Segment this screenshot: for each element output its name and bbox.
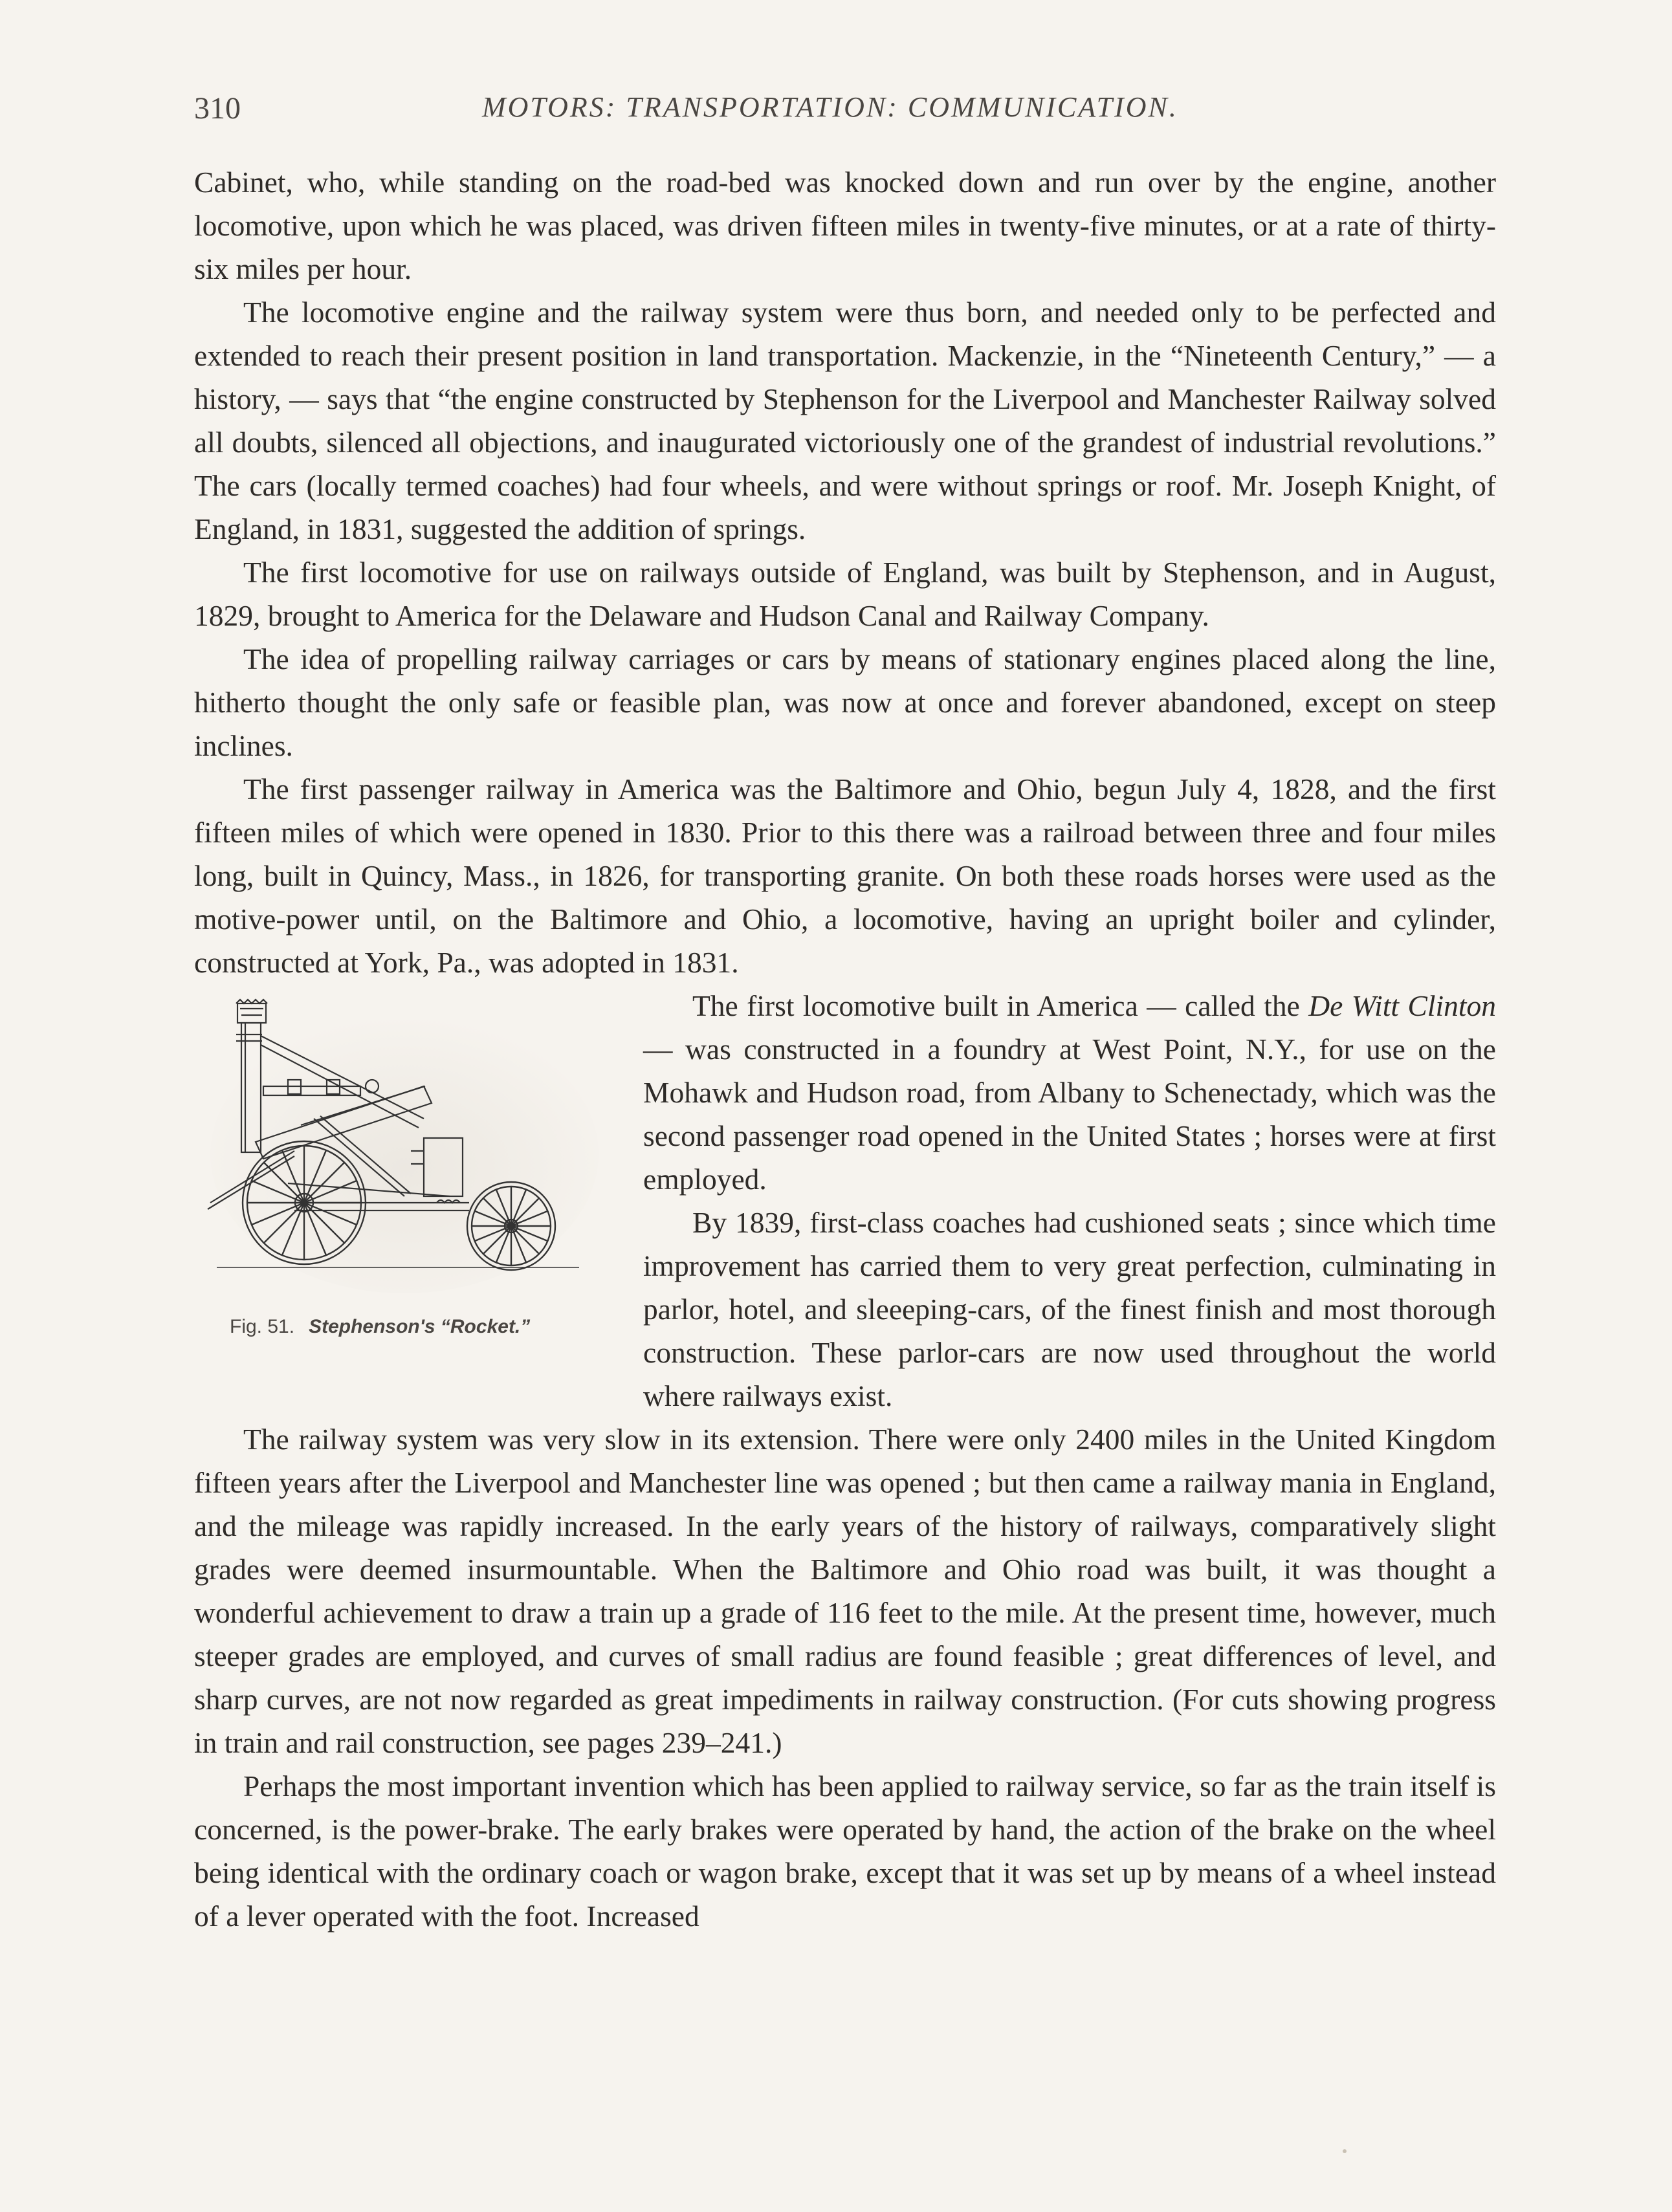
paragraph-8: The railway system was very slow in its extension. There were only 2400 miles in the United Kingdom fifteen years after the Liverpool and Manchester line was opened ; but then came a railway mania in England, and the mileage was rapidly increased. In the early years of the history of railways, comparatively slight grades were deemed insurmountable. When the Baltimore and Ohio road was built, it was thought a wonderful achievement to draw a train up a grade of 116 feet to the mile. At the present time, however, much steeper grades are employed, and curves of small radius are found feasible ; great differences of level, and sharp curves, are not now regarded as great impediments in railway construction. (For cuts showing progress in train and rail construction, see pages 239–241.)	[194, 1423, 1496, 1759]
page-number: 310	[194, 91, 241, 126]
figure-title: Stephenson's “Rocket.”	[309, 1316, 531, 1337]
paragraph-9: Perhaps the most important invention which has been applied to railway service, so far as the train itself is concerned, is the power-brake. The early brakes were operated by hand, the action of the brake on the wheel being identical with the ordinary coach or wagon brake, except that it was set up by means of a wheel instead of a lever operated with the foot. Increased	[194, 1769, 1496, 1933]
paragraph-7: By 1839, first-class coaches had cushioned seats ; since which time improvement has carried them to very great perfection, culminating in parlor, hotel, and sleeeping-cars, of the finest finish and most thorough construction. These parlor-cars are now used throughout the world where railways exist.	[643, 1206, 1496, 1412]
paragraph-5-text: The first passenger railway in America was the Baltimore and Ohio, begun July 4, 1828, and the first fifteen miles of which were opened in 1830. Prior to this there was a railroad between three and four miles long, built in Quincy, Mass., in 1826, for transporting granite. On both these roads horses were used as the motive-power until, on the Baltimore and Ohio, a locomotive, having an upright boiler and cylinder, constructed at York, Pa., was adopted in 1831.	[194, 772, 1496, 979]
page-header	[194, 91, 1495, 129]
page-speck	[1343, 2149, 1347, 2153]
figure-label: Fig. 51.	[230, 1316, 295, 1337]
paragraph-5	[194, 767, 1496, 984]
paragraph-1: Cabinet, who, while standing on the road-bed was knocked down and run over by the engine, another locomotive, upon which he was placed, was driven fifteen miles in twenty-five minutes, or at a rate of thirty-six miles per hour.	[194, 166, 1496, 285]
locomotive-name: De Witt Clinton	[1308, 989, 1496, 1022]
figure-rocket	[191, 984, 621, 1418]
paragraph-4: The idea of propelling railway carriages or cars by means of stationary engines placed along the line, hitherto thought the only safe or feasible plan, was now at once and forever abandoned, except on steep inclines.	[194, 642, 1496, 762]
paragraph-6-before: The first locomotive built in America — called the	[692, 989, 1309, 1022]
running-head: MOTORS: TRANSPORTATION: COMMUNICATION.	[482, 91, 1178, 123]
body-text	[194, 160, 1496, 1938]
figure-caption	[230, 1305, 530, 1348]
paragraph-6-after: — was constructed in a foundry at West Point, N.Y., for use on the Mohawk and Hudson road, from Albany to Schenectady, which was the second passenger road opened in the United States ; horses were at first employed.	[643, 1033, 1496, 1196]
rocket-locomotive-illustration	[191, 989, 605, 1300]
paragraph-3: The first locomotive for use on railways outside of England, was built by Stephenson, and in August, 1829, brought to America for the Delaware and Hudson Canal and Railway Company.	[194, 556, 1496, 632]
paragraph-2: The locomotive engine and the railway system were thus born, and needed only to be perfected and extended to reach their present position in land transportation. Mackenzie, in the “Nineteenth Century,” — a history, — says that “the engine constructed by Stephenson for the Liverpool and Manchester Railway solved all doubts, silenced all objections, and inaugurated victoriously one of the grandest of industrial revolutions.” The cars (locally termed coaches) had four wheels, and were without springs or roof. Mr. Joseph Knight, of England, in 1831, suggested the addition of springs.	[194, 296, 1496, 545]
